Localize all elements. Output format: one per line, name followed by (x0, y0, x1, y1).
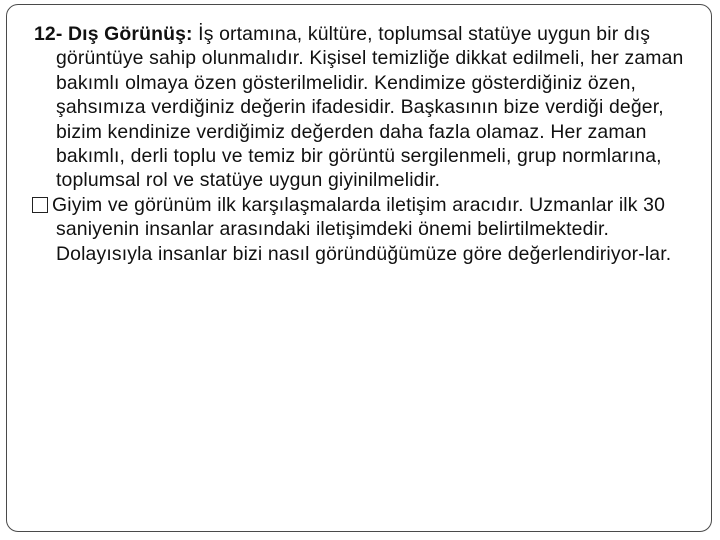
paragraph-body: İş ortamına, kültüre, toplumsal statüye uygun bir dış görüntüye sahip olunmalıdır. Kişisel temizliğe dikkat edilmeli, her zaman bakımlı olmaya özen gösterilmelidir. Kendimize gösterdiğiniz özen, şahsımıza verdiğiniz değerin ifadesidir. Başkasının bize verdiği değer, bizim kendinize verdiğimiz değerden daha fazla olamaz. Her zaman bakımlı, derli toplu ve temiz bir görüntü sergilenmeli, grup normlarına, toplumsal rol ve statüye uygun giyinilmelidir. (56, 23, 684, 192)
paragraph-dis-gorunus (34, 22, 694, 193)
paragraph-heading: 12- Dış Görünüş: (34, 23, 193, 45)
checkbox-square-icon (32, 197, 48, 213)
slide-content (34, 22, 694, 266)
bullet-text: Giyim ve görünüm ilk karşılaşmalarda iletişim aracıdır. Uzmanlar ilk 30 saniyenin insanlar arasındaki iletişimdeki önemi belirtilmektedir. Dolayısıyla insanlar bizi nasıl göründüğümüze göre değerlendiriyor-lar. (52, 193, 672, 265)
bullet-paragraph-giyim (34, 193, 694, 266)
